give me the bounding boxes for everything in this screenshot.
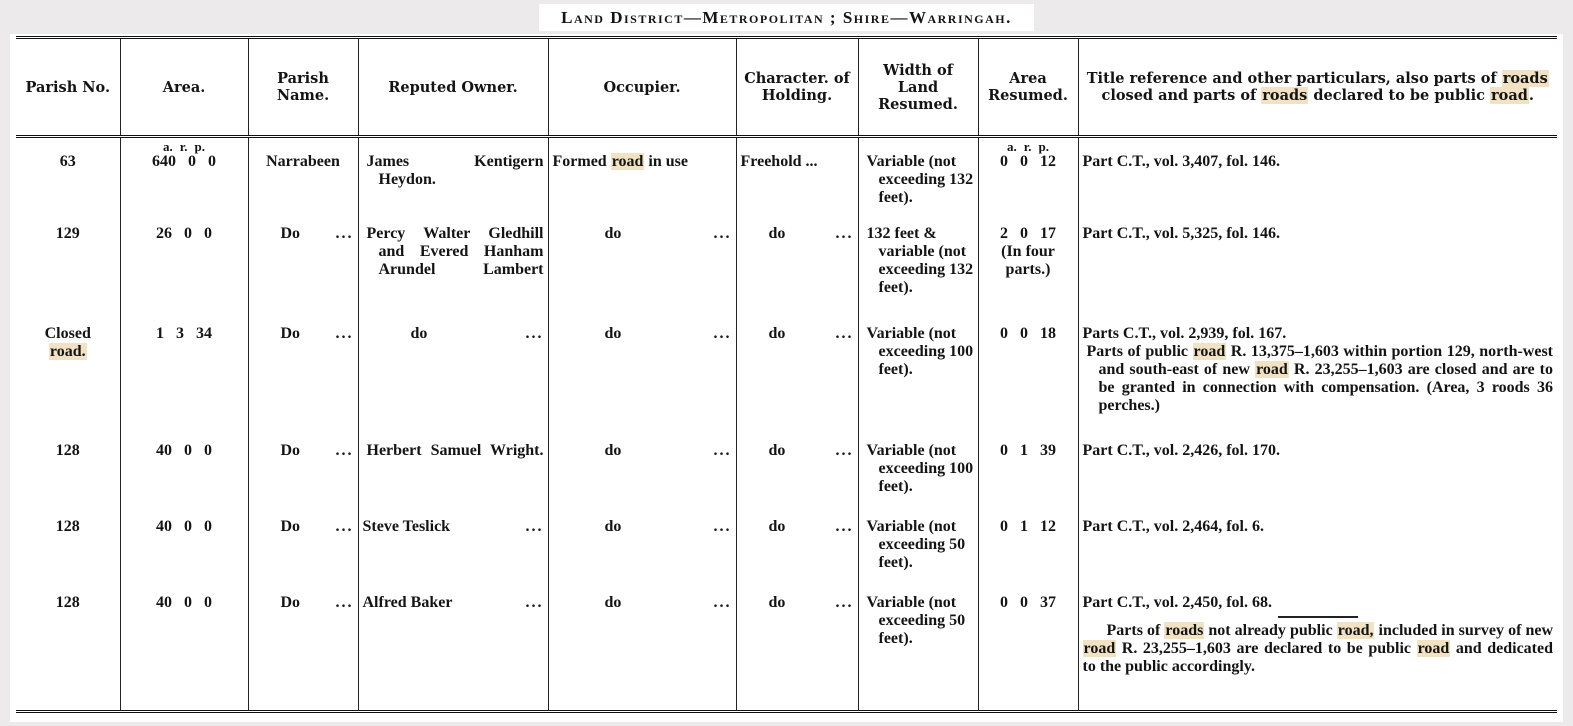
col-header-occupier: Occupier.	[548, 38, 736, 137]
col-header-area: Area.	[120, 38, 248, 137]
title-cell: Parts C.T., vol. 2,939, fol. 167. Parts of public road R. 13,375–1,603 within portion 129, north-west and south-east of new road R. 23,255–1,603 are closed and are to be granted in connection with compensation. (Area, 3 roods 36 perches.)	[1078, 325, 1557, 442]
table-row	[16, 594, 1557, 712]
area-cell: 26 0 0	[120, 225, 248, 325]
area-cell: 1 3 34	[120, 325, 248, 442]
parish-no-cell: 129	[55, 224, 80, 242]
area-resumed-cell: 2 0 17 (In four parts.)	[978, 225, 1078, 325]
owner-cell: do ...	[358, 325, 548, 442]
col-header-character: Character. of Holding.	[736, 38, 858, 137]
col-header-width: Width of Land Resumed.	[858, 38, 978, 137]
occupier-cell: do ...	[548, 442, 736, 518]
table-row	[16, 518, 1557, 594]
resumption-table	[16, 36, 1557, 713]
col-header-parish-name: Parish Name.	[248, 38, 358, 137]
table-row	[16, 325, 1557, 442]
character-cell: do ...	[736, 325, 858, 442]
table-row	[16, 225, 1557, 325]
parish-name-cell: Do ...	[248, 594, 358, 712]
header-row	[16, 38, 1557, 137]
parish-name-cell: Do ...	[248, 225, 358, 325]
heading-bar	[0, 0, 1573, 34]
width-cell: 132 feet & variable (not exceeding 132 feet).	[858, 225, 978, 325]
area-resumed-cell: a. r. p. 0 0 12	[978, 137, 1078, 225]
parish-no-cell: 128	[55, 441, 80, 459]
area-resumed-cell: 0 1 12	[978, 518, 1078, 594]
width-cell: Variable (not exceeding 132 feet).	[858, 137, 978, 225]
occupier-cell: do ...	[548, 325, 736, 442]
dedication-note: Parts of roads not already public road, included in survey of new road R. 23,255–1,603 are declared to be public road and dedicated to the public accordingly.	[1082, 621, 1554, 675]
divider-rule	[1278, 616, 1358, 618]
col-header-area-resumed: Area Resumed.	[978, 38, 1078, 137]
col-header-owner: Reputed Owner.	[358, 38, 548, 137]
width-cell: Variable (not exceeding 100 feet).	[858, 325, 978, 442]
parish-name-cell: Do ...	[248, 518, 358, 594]
character-cell: do ...	[736, 442, 858, 518]
owner-cell: Percy Walter Gledhill and Evered Hanham Arundel Lambert	[358, 225, 548, 325]
character-cell: do ...	[736, 518, 858, 594]
width-cell: Variable (not exceeding 50 feet).	[858, 518, 978, 594]
title-cell: Part C.T., vol. 5,325, fol. 146.	[1078, 225, 1557, 325]
character-cell: do ...	[736, 594, 858, 712]
area-cell: 40 0 0	[120, 518, 248, 594]
occupier-cell: do ...	[548, 518, 736, 594]
title-cell: Part C.T., vol. 2,464, fol. 6.	[1078, 518, 1557, 594]
parish-name-cell: Do ...	[248, 442, 358, 518]
gazette-sheet	[10, 34, 1563, 722]
character-cell: do ...	[736, 225, 858, 325]
parish-name-cell: Do ...	[248, 325, 358, 442]
occupier-cell: do ...	[548, 225, 736, 325]
area-resumed-cell: 0 1 39	[978, 442, 1078, 518]
title-cell: Part C.T., vol. 2,426, fol. 170.	[1078, 442, 1557, 518]
owner-cell: Herbert Samuel Wright.	[358, 442, 548, 518]
parish-no-cell: 128	[16, 594, 120, 712]
area-cell: 40 0 0	[120, 442, 248, 518]
area-resumed-cell: 0 0 37	[978, 594, 1078, 712]
width-cell: Variable (not exceeding 50 feet).	[858, 594, 978, 712]
table-row	[16, 442, 1557, 518]
occupier-cell: do ...	[548, 594, 736, 712]
area-cell: 40 0 0	[120, 594, 248, 712]
occupier-cell: Formed road in use	[548, 137, 736, 225]
area-resumed-cell: 0 0 18	[978, 325, 1078, 442]
table-row	[16, 137, 1557, 225]
parish-no-cell: 128	[55, 517, 80, 535]
area-cell: a. r. p. 640 0 0	[120, 137, 248, 225]
col-header-title-reference: Title reference and other particulars, also parts of roads closed and parts of roads declared to be public road.	[1078, 38, 1557, 137]
parish-name-cell: Narrabeen	[248, 137, 358, 225]
page-heading: Land District—Metropolitan ; Shire—Warringah.	[539, 4, 1034, 31]
col-header-parish-no: Parish No.	[16, 38, 120, 137]
owner-cell: Alfred Baker ...	[358, 594, 548, 712]
title-cell: Part C.T., vol. 3,407, fol. 146.	[1078, 137, 1557, 225]
parish-no-cell: Closed road.	[44, 324, 91, 360]
character-cell: Freehold ...	[736, 137, 858, 225]
parish-no-cell: 63	[59, 153, 76, 170]
area-units: a. r. p.	[162, 139, 206, 154]
owner-cell: Steve Teslick ...	[358, 518, 548, 594]
title-cell: Part C.T., vol. 2,450, fol. 68. Parts of roads not already public road, included in survey of new road R. 23,255–1,603 are declared to be public road and dedicated to the public accordingly.	[1078, 594, 1557, 712]
width-cell: Variable (not exceeding 100 feet).	[858, 442, 978, 518]
owner-cell: James Kentigern Heydon.	[358, 137, 548, 225]
